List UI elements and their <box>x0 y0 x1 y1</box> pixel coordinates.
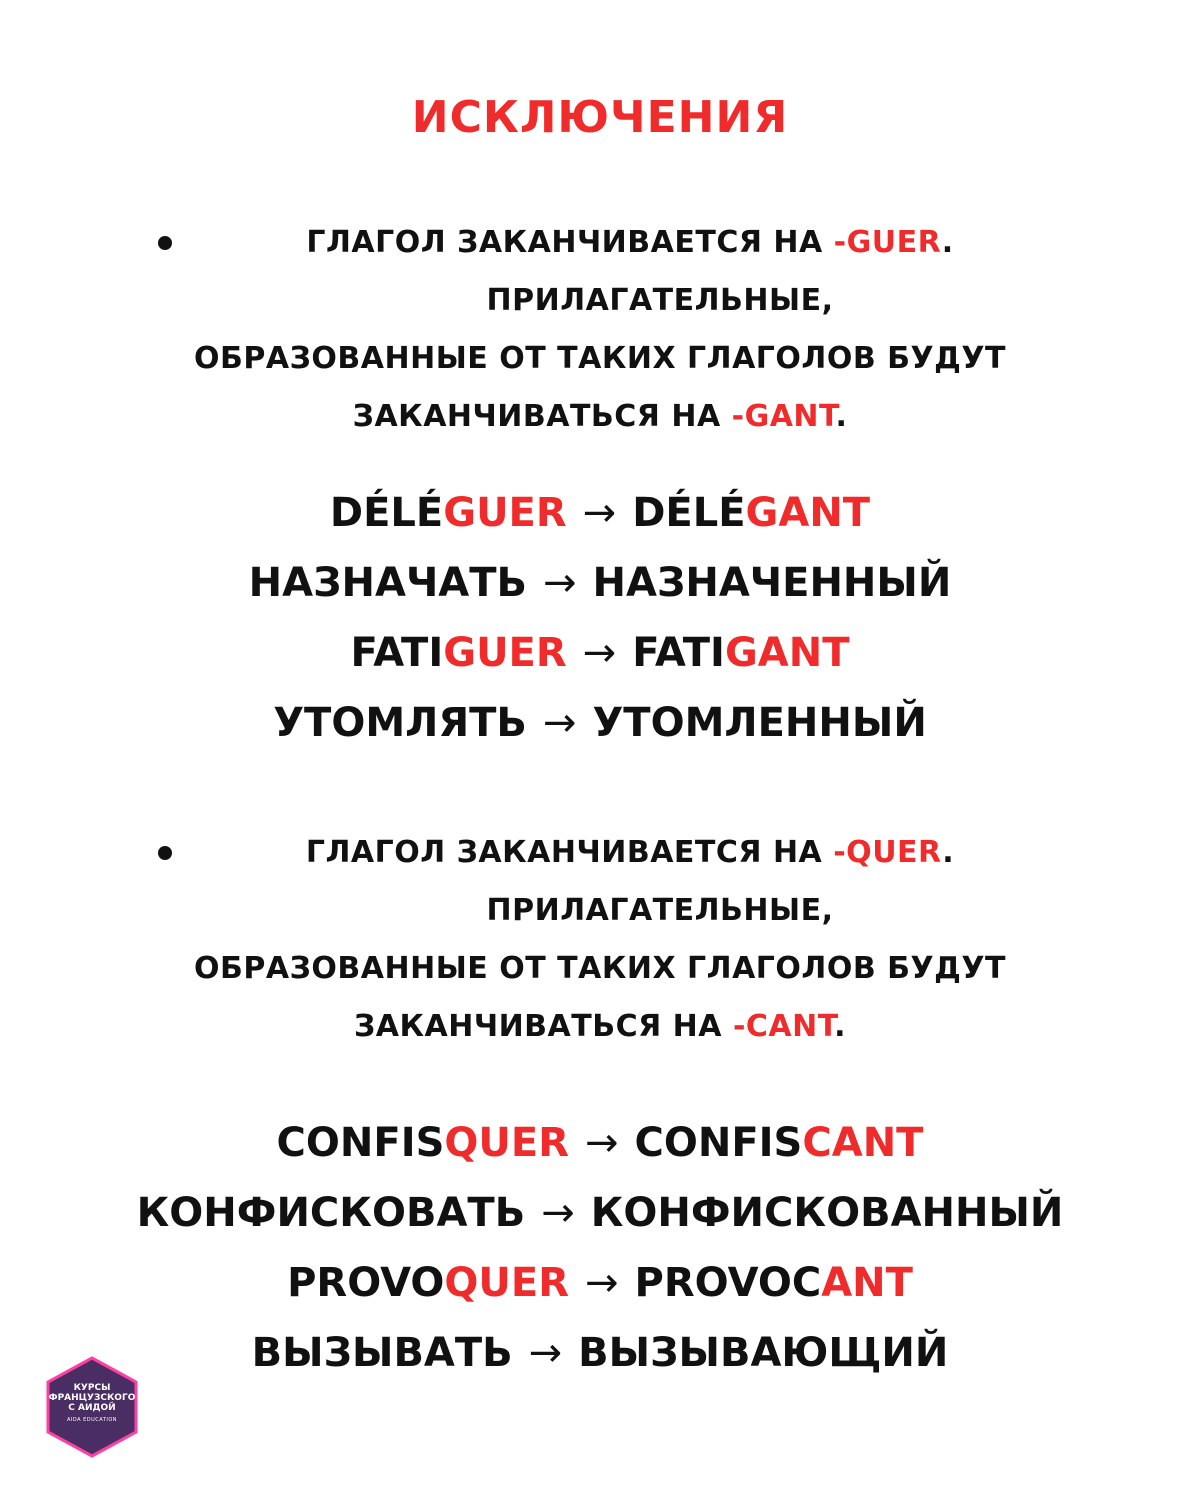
example-row: ВЫЗЫВАТЬ → ВЫЗЫВАЮЩИЙ <box>0 1318 1200 1388</box>
arrow-icon: → <box>582 630 617 676</box>
logo-subtitle: AIDA EDUCATION <box>66 1417 118 1423</box>
example-row: FATIGUER → FATIGANT <box>0 618 1200 688</box>
rule-line: ПРИЛАГАТЕЛЬНЫЕ, <box>486 283 834 318</box>
page-title: ИСКЛЮЧЕНИЯ <box>411 92 789 143</box>
rule-line: ЗАКАНЧИВАТЬСЯ НА -GANT. <box>352 399 848 434</box>
example-row: КОНФИСКОВАТЬ → КОНФИСКОВАННЫЙ <box>0 1178 1200 1248</box>
rule-line: ПРИЛАГАТЕЛЬНЫЕ, <box>486 893 834 928</box>
rule-line: ОБРАЗОВАННЫЕ ОТ ТАКИХ ГЛАГОЛОВ БУДУТ <box>194 951 1006 986</box>
rule-text-guer <box>150 214 1050 446</box>
arrow-icon: → <box>541 1190 575 1236</box>
example-row: НАЗНАЧАТЬ → НАЗНАЧЕННЫЙ <box>0 548 1200 618</box>
examples-quer <box>0 1108 1200 1388</box>
rule-line: ЗАКАНЧИВАТЬСЯ НА -CANT. <box>353 1009 847 1044</box>
arrow-icon: → <box>542 700 577 746</box>
arrow-icon: → <box>585 1260 619 1306</box>
example-row: УТОМЛЯТЬ → УТОМЛЕННЫЙ <box>0 688 1200 758</box>
rule-line: ГЛАГОЛ ЗАКАНЧИВАЕТСЯ НА -GUER. <box>306 225 954 260</box>
example-row: DÉLÉGUER → DÉLÉGANT <box>0 478 1200 548</box>
brand-logo <box>44 1355 140 1459</box>
example-row: CONFISQUER → CONFISCANT <box>0 1108 1200 1178</box>
arrow-icon: → <box>528 1330 563 1376</box>
examples-guer <box>0 478 1200 758</box>
rule-line: ОБРАЗОВАННЫЕ ОТ ТАКИХ ГЛАГОЛОВ БУДУТ <box>194 341 1006 376</box>
rule-line: ГЛАГОЛ ЗАКАНЧИВАЕТСЯ НА -QUER. <box>305 835 955 870</box>
rule-text-quer <box>150 824 1050 1056</box>
arrow-icon: → <box>582 490 617 536</box>
example-row: PROVOQUER → PROVOCANT <box>0 1248 1200 1318</box>
arrow-icon: → <box>585 1120 619 1166</box>
arrow-icon: → <box>543 560 577 606</box>
logo-text: КУРСЫ ФРАНЦУЗСКОГО С АИДОЙ <box>48 1383 136 1413</box>
